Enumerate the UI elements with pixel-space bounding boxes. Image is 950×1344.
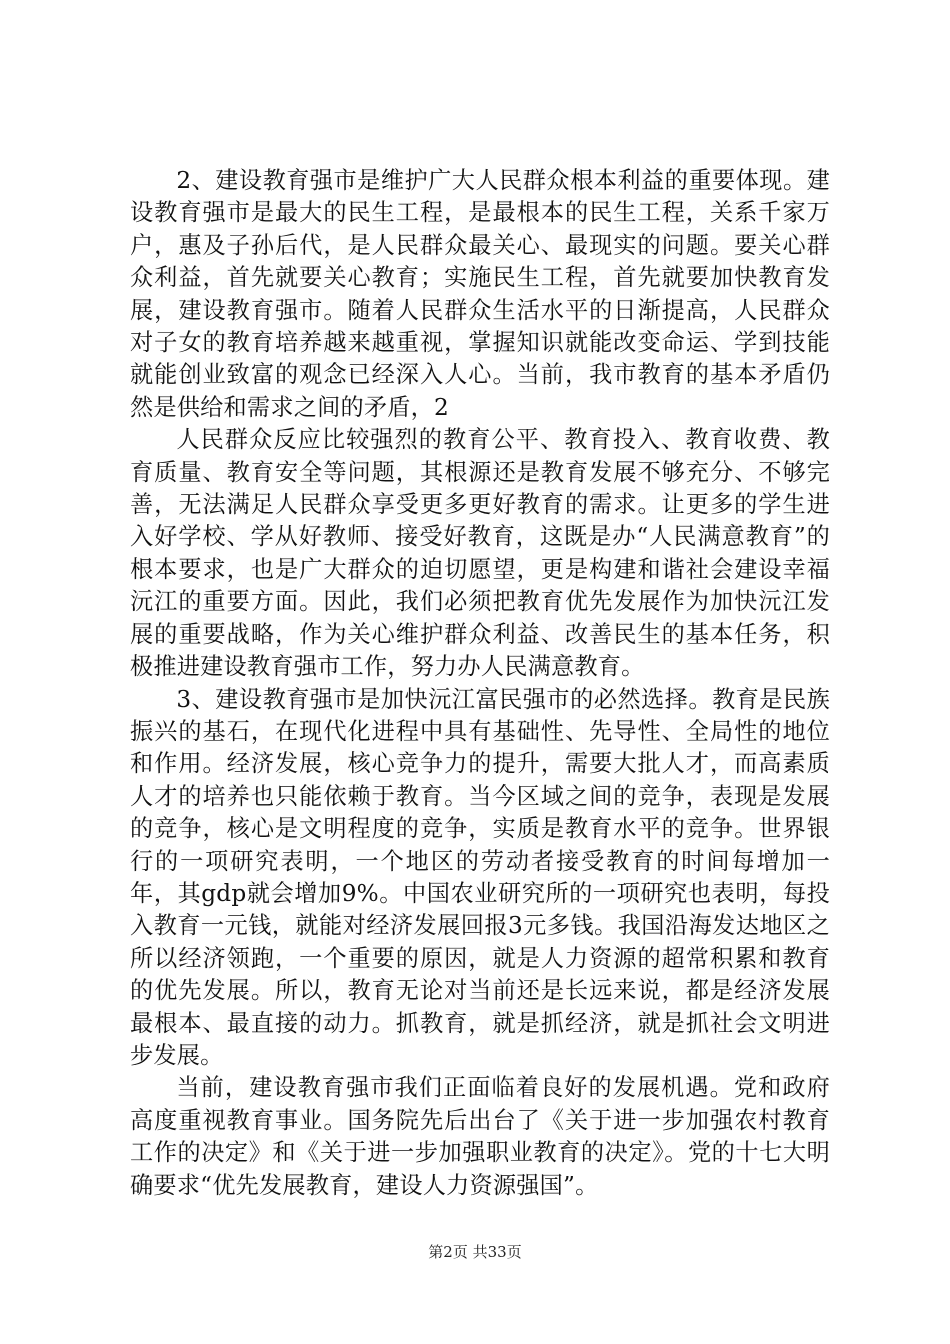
paragraph-education-issues: 人民群众反应比较强烈的教育公平、教育投入、教育收费、教育质量、教育安全等问题，其根源还是教育发展不够充分、不够完善，无法满足人民群众享受更多更好教育的需求。让更多的学生进入好学校、学从好教师、接受好教育，这既是办“人民满意教育”的根本要求，也是广大群众的迫切愿望，更是构建和谐社会建设幸福沅江的重要方面。因此，我们必须把教育优先发展作为加快沅江发展的重要战略，作为关心维护群众利益、改善民生的基本任务，积极推进建设教育强市工作，努力办人民满意教育。 bbox=[130, 426, 830, 681]
paragraph-education-economy: 3、建设教育强市是加快沅江富民强市的必然选择。教育是民族振兴的基石，在现代化进程中具有基础性、先导性、全局性的地位和作用。经济发展，核心竞争力的提升，需要大批人才，而高素质人才的培养也只能依赖于教育。当今区域之间的竞争，表现是发展的竞争，核心是文明程度的竞争，实质是教育水平的竞争。世界银行的一项研究表明，一个地区的劳动者接受教育的时间每增加一年，其gdp就会增加9%。中国农业研究所的一项研究也表明，每投入教育一元钱，就能对经济发展回报3元多钱。我国沿海发达地区之所以经济领跑，一个重要的原因，就是人力资源的超常积累和教育的优先发展。所以，教育无论对当前还是长远来说，都是经济发展最根本、最直接的动力。抓教育，就是抓经济，就是抓社会文明进步发展。 bbox=[130, 685, 830, 1069]
paragraph-education-opportunity: 当前，建设教育强市我们正面临着良好的发展机遇。党和政府高度重视教育事业。国务院先后出台了《关于进一步加强农村教育工作的决定》和《关于进一步加强职业教育的决定》。党的十七大明确要求“优先发展教育，建设人力资源强国”。 bbox=[130, 1074, 830, 1199]
page-footer: 第2页 共33页 bbox=[428, 1243, 522, 1261]
paragraph-education-benefit: 2、建设教育强市是维护广大人民群众根本利益的重要体现。建设教育强市是最大的民生工程，是最根本的民生工程，关系千家万户，惠及子孙后代，是人民群众最关心、最现实的问题。要关心群众利益，首先就要关心教育；实施民生工程，首先就要加快教育发展，建设教育强市。随着人民群众生活水平的日渐提高，人民群众对子女的教育培养越来越重视，掌握知识就能改变命运、学到技能就能创业致富的观念已经深入人心。当前，我市教育的基本矛盾仍然是供给和需求之间的矛盾，2 bbox=[130, 167, 830, 421]
document-body bbox=[130, 165, 830, 1202]
